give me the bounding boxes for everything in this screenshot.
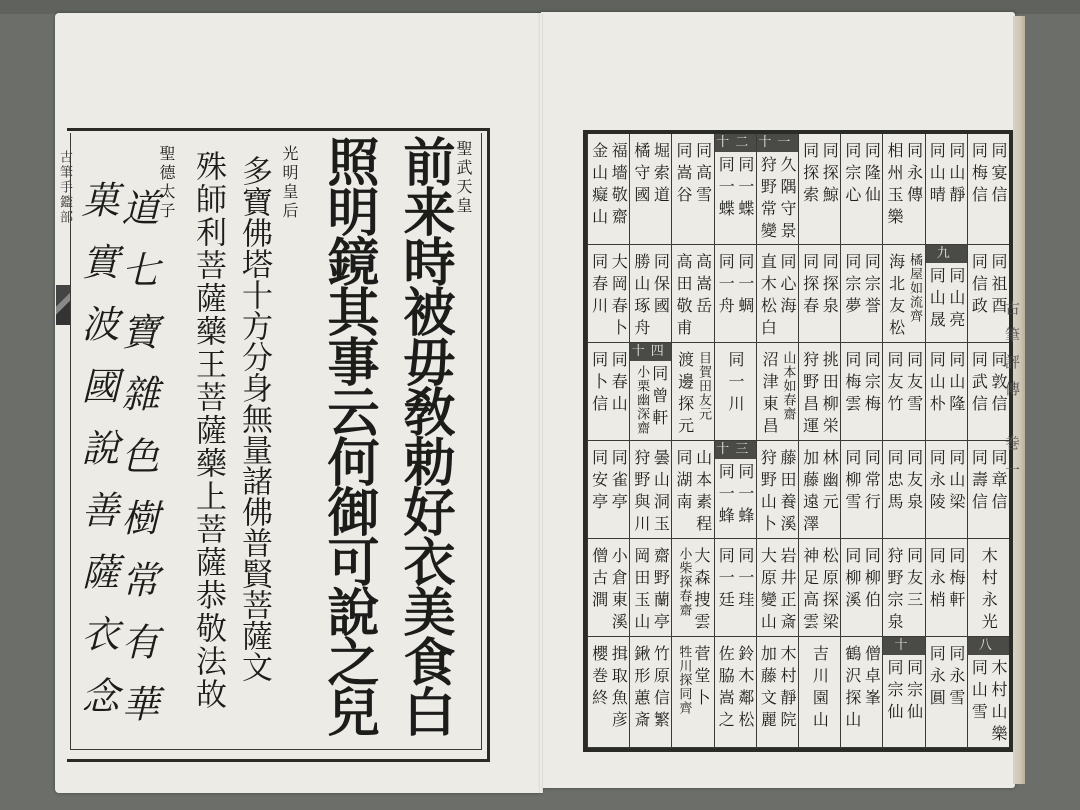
artist-name: 僧古澗 bbox=[589, 547, 609, 613]
artist-name: 同嵩谷 bbox=[674, 142, 694, 208]
artist-name: 牲川探同齊 bbox=[676, 645, 692, 715]
artist-name: 同山雪 bbox=[969, 659, 989, 725]
table-cell bbox=[882, 245, 924, 343]
poem-line: 道七寶雜色樹常有華 bbox=[115, 188, 159, 746]
artist-name: 同隆仙 bbox=[862, 142, 882, 208]
artist-name: 佐脇嵩之 bbox=[716, 645, 736, 733]
section-number-tag: 十二 bbox=[716, 135, 755, 150]
artist-name: 同友三 bbox=[904, 547, 924, 613]
artist-name: 同梅信 bbox=[969, 142, 989, 208]
section-number-tag: 十四 bbox=[631, 344, 670, 359]
artist-name: 曇山洞玉 bbox=[651, 449, 671, 537]
artist-name: 同一廷 bbox=[716, 547, 736, 613]
artist-name: 同宗仙 bbox=[885, 659, 905, 725]
artist-name: 同敦信 bbox=[989, 351, 1008, 417]
artist-name: 同友泉 bbox=[904, 449, 924, 515]
artist-name: 小柴探春齋 bbox=[676, 547, 692, 617]
artist-name: 木村靜院 bbox=[778, 645, 797, 733]
table-cell bbox=[882, 637, 924, 748]
artist-name: 同信政 bbox=[969, 253, 989, 319]
table-cell bbox=[798, 539, 840, 637]
artist-name: 海北友松 bbox=[886, 253, 906, 341]
table-cell bbox=[671, 245, 713, 343]
artist-name: 同曾軒 bbox=[649, 365, 669, 431]
artist-name: 鍬形蕙斎 bbox=[631, 645, 651, 733]
artist-name: 同宗仙 bbox=[904, 659, 924, 725]
artist-name: 同宴信 bbox=[989, 142, 1008, 208]
artist-name: 同永傳 bbox=[904, 142, 924, 208]
artist-name: 同一舟 bbox=[716, 253, 736, 319]
table-cell bbox=[714, 441, 756, 539]
table-cell bbox=[629, 441, 671, 539]
table-cell bbox=[925, 637, 967, 748]
artist-name: 小栗幽深齋 bbox=[634, 365, 650, 435]
artist-name: 同柳雪 bbox=[842, 449, 862, 515]
artist-name: 同山晟 bbox=[927, 267, 947, 333]
artist-name: 同宗梅 bbox=[862, 351, 882, 417]
artist-name: 同柳伯 bbox=[862, 547, 882, 613]
table-cell bbox=[925, 539, 967, 637]
table-cell bbox=[587, 245, 629, 343]
artist-name: 大岡春卜 bbox=[609, 253, 629, 341]
table-cell bbox=[840, 343, 882, 441]
table-cell bbox=[671, 441, 713, 539]
table-cell bbox=[756, 539, 798, 637]
poem-line: 殊師利菩薩藥王菩薩藥上菩薩恭敬法故 bbox=[190, 150, 226, 711]
artist-name: 高田敬甫 bbox=[674, 253, 694, 341]
section-number-tag: 八 bbox=[968, 637, 1009, 655]
table-cell bbox=[756, 134, 798, 245]
artist-name: 目賀田友元 bbox=[695, 351, 711, 421]
table-cell bbox=[714, 134, 756, 245]
table-cell bbox=[882, 441, 924, 539]
artist-name: 同一川 bbox=[726, 351, 746, 417]
poem-line: 多寶佛塔十方分身無量諸佛普賢菩薩文 bbox=[236, 155, 272, 682]
artist-name: 大原變山 bbox=[758, 547, 778, 635]
section-number-tag: 九 bbox=[926, 245, 967, 263]
table-cell bbox=[840, 134, 882, 245]
table-cell bbox=[967, 539, 1009, 637]
artist-name: 同永雪 bbox=[946, 645, 966, 711]
table-cell bbox=[967, 134, 1009, 245]
table-cell bbox=[629, 134, 671, 245]
artist-name: 同忠馬 bbox=[885, 449, 905, 515]
table-cell bbox=[714, 539, 756, 637]
artist-name: 同山亮 bbox=[946, 267, 966, 333]
artist-name: 勝山琢舟 bbox=[631, 253, 651, 341]
artist-name: 同春山 bbox=[609, 351, 629, 417]
artist-name: 同祖酉 bbox=[989, 253, 1008, 319]
artist-name: 同一蜩 bbox=[735, 253, 755, 319]
table-cell bbox=[629, 343, 671, 441]
artist-name: 同保國 bbox=[651, 253, 671, 319]
poem-line: 照明鏡其事云何御可說之兒 bbox=[318, 135, 379, 735]
table-cell bbox=[587, 441, 629, 539]
margin-label: 古筆評傳 巻一 bbox=[1003, 300, 1021, 489]
table-cell bbox=[882, 134, 924, 245]
table-cell bbox=[714, 343, 756, 441]
artist-name: 同山靜 bbox=[946, 142, 966, 208]
section-number-tag: 十三 bbox=[716, 442, 755, 457]
artist-name: 鈴木鄰松 bbox=[735, 645, 755, 733]
artist-name: 山本如春齋 bbox=[780, 351, 796, 421]
artist-name: 同山晴 bbox=[927, 142, 947, 208]
table-cell bbox=[587, 539, 629, 637]
artist-name: 木村山樂 bbox=[989, 659, 1008, 747]
table-cell bbox=[925, 245, 967, 343]
table-cell bbox=[629, 245, 671, 343]
table-cell bbox=[587, 637, 629, 748]
artist-name: 同探索 bbox=[800, 142, 820, 208]
table-cell bbox=[882, 343, 924, 441]
artist-name: 神足高雲 bbox=[800, 547, 820, 635]
artist-name: 藤田養溪 bbox=[778, 449, 797, 537]
artist-name: 同友竹 bbox=[885, 351, 905, 417]
author-shomu: 聖武天皇 bbox=[454, 140, 473, 216]
artist-name: 橘屋如流齊 bbox=[906, 253, 922, 323]
artist-name: 同一蝶 bbox=[716, 156, 736, 222]
table-cell bbox=[671, 539, 713, 637]
table-cell bbox=[671, 343, 713, 441]
artist-name: 同梅軒 bbox=[946, 547, 966, 613]
artist-name: 狩野宗泉 bbox=[885, 547, 905, 635]
table-cell bbox=[798, 441, 840, 539]
artist-name: 挑田柳栄 bbox=[820, 351, 840, 439]
artist-name: 同友雪 bbox=[904, 351, 924, 417]
table-cell bbox=[587, 343, 629, 441]
artist-name: 同山朴 bbox=[927, 351, 947, 417]
artist-name: 同卜信 bbox=[589, 351, 609, 417]
artist-name: 同山隆 bbox=[946, 351, 966, 417]
table-cell bbox=[714, 637, 756, 748]
table-cell bbox=[925, 441, 967, 539]
table-cell bbox=[756, 343, 798, 441]
artist-name: 狩野與川 bbox=[631, 449, 651, 537]
artist-name: 菅堂卜 bbox=[691, 645, 711, 711]
author-komyo: 光明皇后 bbox=[280, 145, 299, 221]
author-shotoku: 聖德太子 bbox=[157, 145, 176, 221]
artist-name: 揖取魚彦 bbox=[609, 645, 629, 733]
table-cell bbox=[840, 245, 882, 343]
artist-name: 同宗誉 bbox=[862, 253, 882, 319]
artist-name: 狩野山卜 bbox=[758, 449, 778, 537]
artist-name: 同章信 bbox=[989, 449, 1008, 515]
artist-name: 同一蜂 bbox=[716, 463, 736, 529]
artist-name: 同一蝶 bbox=[735, 156, 755, 222]
table-cell bbox=[629, 539, 671, 637]
artist-name: 狩野常變 bbox=[758, 156, 778, 244]
artist-name: 同壽信 bbox=[969, 449, 989, 515]
table-cell bbox=[756, 637, 798, 748]
artist-name: 林幽元 bbox=[820, 449, 840, 515]
poem-line: 菓實波國說善薩衣念 bbox=[75, 180, 119, 738]
artist-name: 同永梢 bbox=[927, 547, 947, 613]
artist-name: 同柳溪 bbox=[842, 547, 862, 613]
table-cell bbox=[671, 637, 713, 748]
artist-name: 木村永光 bbox=[979, 547, 999, 635]
artist-name: 同一蜂 bbox=[735, 463, 755, 529]
table-cell bbox=[882, 539, 924, 637]
table-cell bbox=[798, 637, 840, 748]
artist-name: 同心海 bbox=[778, 253, 797, 319]
artist-name: 同常行 bbox=[862, 449, 882, 515]
artist-name: 同湖南 bbox=[674, 449, 694, 515]
table-cell bbox=[714, 245, 756, 343]
artist-name: 加藤文麗 bbox=[758, 645, 778, 733]
artist-name: 鶴沢探山 bbox=[842, 645, 862, 733]
table-cell bbox=[798, 245, 840, 343]
artist-name: 加藤遠澤 bbox=[800, 449, 820, 537]
table-cell bbox=[629, 637, 671, 748]
artist-name: 橘守國 bbox=[631, 142, 651, 208]
artist-name: 同探鯨 bbox=[820, 142, 840, 208]
table-cell bbox=[925, 134, 967, 245]
artist-name: 同探泉 bbox=[820, 253, 840, 319]
table-cell bbox=[756, 441, 798, 539]
artist-name: 同山梁 bbox=[946, 449, 966, 515]
artist-name: 同宗夢 bbox=[842, 253, 862, 319]
artist-name: 福墻敬齋 bbox=[609, 142, 629, 230]
artist-name: 狩野昌運 bbox=[800, 351, 820, 439]
artist-name: 大森捜雲 bbox=[691, 547, 711, 635]
artist-name: 山本素程 bbox=[693, 449, 713, 537]
artist-name: 同高雪 bbox=[693, 142, 713, 208]
artist-name: 岡田玉山 bbox=[631, 547, 651, 635]
artist-name: 同永圓 bbox=[927, 645, 947, 711]
artist-name: 同宗心 bbox=[842, 142, 862, 208]
artist-name: 沼津東昌 bbox=[760, 351, 780, 439]
artist-name: 渡邊探元 bbox=[675, 351, 695, 439]
artist-name: 同安亭 bbox=[589, 449, 609, 515]
artist-name: 同探春 bbox=[800, 253, 820, 319]
poem-line: 前来時被毋敎勅好衣美食白 bbox=[394, 135, 455, 735]
artist-name: 堀索道 bbox=[651, 142, 671, 208]
section-number-tag: 十一 bbox=[758, 135, 797, 150]
table-cell bbox=[798, 134, 840, 245]
table-cell bbox=[840, 441, 882, 539]
table-cell bbox=[967, 637, 1009, 748]
artist-table bbox=[583, 130, 1013, 752]
section-number-tag: 十 bbox=[883, 637, 924, 655]
artist-name: 高嵩岳 bbox=[693, 253, 713, 319]
table-cell bbox=[756, 245, 798, 343]
table-cell bbox=[671, 134, 713, 245]
table-cell bbox=[798, 343, 840, 441]
table-cell bbox=[587, 134, 629, 245]
artist-name: 同梅雲 bbox=[842, 351, 862, 417]
artist-name: 齋野蘭亭 bbox=[651, 547, 671, 635]
artist-name: 僧卓峯 bbox=[862, 645, 882, 711]
artist-name: 金山癡山 bbox=[589, 142, 609, 230]
artist-name: 小倉東溪 bbox=[609, 547, 629, 635]
artist-name: 松原探梁 bbox=[820, 547, 840, 635]
artist-name: 竹原信繁 bbox=[651, 645, 671, 733]
artist-name: 同武信 bbox=[969, 351, 989, 417]
artist-name: 同一珪 bbox=[735, 547, 755, 613]
artist-name: 吉川園山 bbox=[810, 645, 830, 733]
artist-name: 同春川 bbox=[589, 253, 609, 319]
artist-name: 櫻巻終 bbox=[589, 645, 609, 711]
artist-name: 相州玉樂 bbox=[885, 142, 905, 230]
book-gutter bbox=[539, 13, 543, 793]
table-cell bbox=[840, 637, 882, 748]
table-cell bbox=[925, 343, 967, 441]
artist-name: 久隅守景 bbox=[778, 156, 797, 244]
artist-name: 岩井正斎 bbox=[778, 547, 797, 635]
spine-label: 古筆手鑑部 bbox=[57, 150, 72, 225]
artist-name: 同雀亭 bbox=[609, 449, 629, 515]
table-cell bbox=[840, 539, 882, 637]
artist-name: 同永陵 bbox=[927, 449, 947, 515]
artist-name: 直木松白 bbox=[758, 253, 778, 341]
